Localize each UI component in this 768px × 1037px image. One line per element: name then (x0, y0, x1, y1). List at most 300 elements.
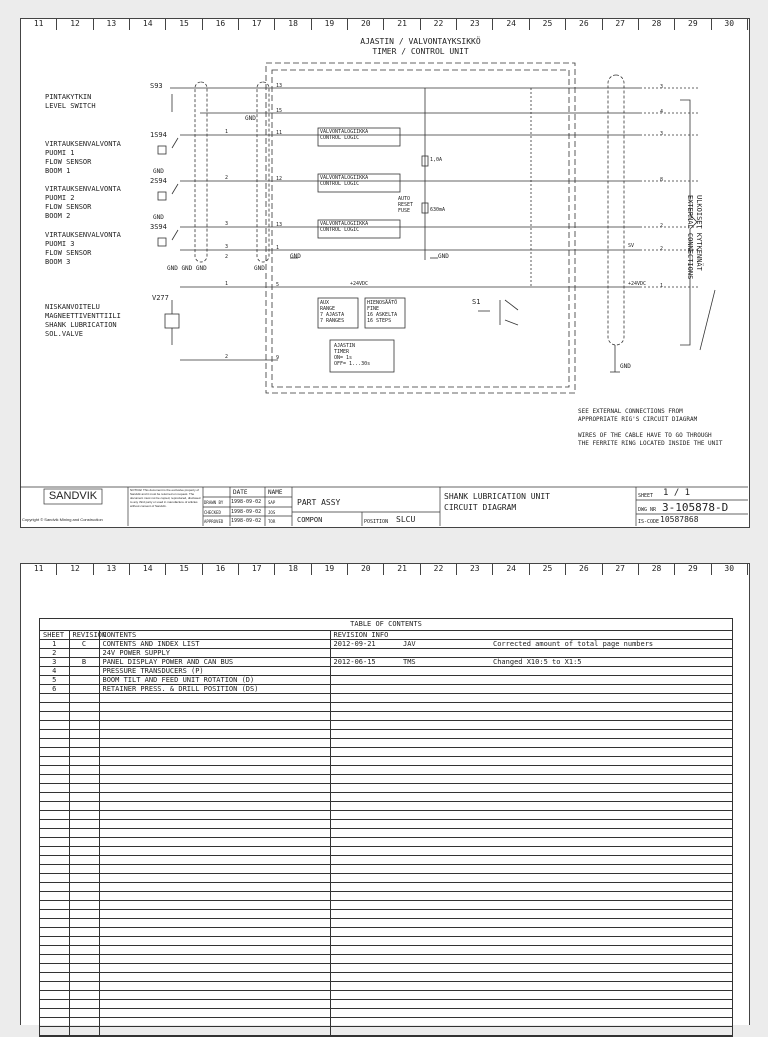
toc-cell (400, 685, 490, 694)
toc-cell (400, 1009, 490, 1018)
block-line: VALVONTALOGIIKKA (320, 129, 369, 135)
toc-row (40, 658, 732, 667)
toc-cell (330, 892, 400, 901)
label-line: LEVEL SWITCH (45, 102, 96, 110)
ruler-cell: 29 (675, 563, 711, 575)
toc-cell: CONTENTS AND INDEX LIST (99, 640, 330, 649)
ruler-cell: 17 (239, 18, 275, 30)
ruler-cell: 30 (712, 563, 748, 575)
block-line: VALVONTALOGIIKKA (320, 221, 369, 227)
legal-notice: NOTICE! This document is the exclusive property of Sandvik and it must be returned on request. The document must not be copied, reproduced, disclosed to any third party or used in manufacture of articles without consent of Sandvik. (130, 488, 201, 508)
toc-header: SHEET (40, 631, 69, 640)
toc-cell (69, 730, 99, 739)
toc-cell: 24V POWER SUPPLY (99, 649, 330, 658)
ruler-cell: 18 (275, 563, 311, 575)
row-label: CHECKED (204, 510, 221, 515)
toc-row-empty (40, 712, 732, 721)
toc-cell (69, 802, 99, 811)
toc-row-empty (40, 784, 732, 793)
toc-cell (330, 838, 400, 847)
toc-cell (400, 721, 490, 730)
toc-cell (330, 694, 400, 703)
toc-cell (40, 811, 69, 820)
toc-cell (490, 955, 732, 964)
toc-cell (40, 1027, 69, 1036)
toc-cell (99, 802, 330, 811)
toc-cell (40, 964, 69, 973)
toc-cell (40, 856, 69, 865)
external-fi: ULKOISET KYTKENNÄT (695, 195, 703, 271)
toc-cell (69, 829, 99, 838)
toc-cell (99, 865, 330, 874)
toc-cell (69, 892, 99, 901)
supply-label-right: +24VDC (628, 281, 647, 287)
toc-cell (490, 775, 732, 784)
toc-cell (330, 793, 400, 802)
note-line: THE FERRITE RING LOCATED INSIDE THE UNIT (578, 440, 723, 447)
toc-cell (400, 829, 490, 838)
ruler-cell: 19 (312, 18, 348, 30)
toc-cell (490, 811, 732, 820)
row-date: 1998-09-02 (231, 499, 262, 505)
label-line: FLOW SENSOR (45, 158, 92, 166)
toc-cell (400, 748, 490, 757)
toc-cell (400, 973, 490, 982)
toc-row-empty (40, 847, 732, 856)
toc-cell (99, 919, 330, 928)
toc-cell (490, 901, 732, 910)
ruler-cell: 15 (166, 18, 202, 30)
toc-row-empty (40, 721, 732, 730)
tag-v277: V277 (152, 294, 169, 302)
ruler-cell: 28 (639, 18, 675, 30)
toc-row-empty (40, 874, 732, 883)
toc-cell (400, 730, 490, 739)
toc-cell (400, 955, 490, 964)
toc-cell (40, 910, 69, 919)
toc-cell (40, 694, 69, 703)
ruler-cell: 15 (166, 563, 202, 575)
toc-cell (400, 982, 490, 991)
auto-fuse-value: 630mA (430, 207, 446, 213)
toc-cell (40, 820, 69, 829)
toc-cell (99, 1018, 330, 1027)
svg-text:GND: GND (620, 363, 631, 370)
toc-cell (330, 982, 400, 991)
toc-cell (40, 1009, 69, 1018)
is-code-label: IS-CODE (638, 519, 660, 525)
toc-row-empty (40, 919, 732, 928)
ruler-cell: 14 (130, 563, 166, 575)
toc-cell (40, 892, 69, 901)
table-of-contents (39, 618, 733, 1037)
toc-cell (330, 649, 400, 658)
toc-cell (99, 973, 330, 982)
ruler-cell: 14 (130, 18, 166, 30)
toc-cell (69, 721, 99, 730)
unit-title-en: TIMER / CONTROL UNIT (372, 47, 469, 56)
label-line: NISKANVOITELU (45, 303, 100, 311)
toc-cell (400, 1000, 490, 1009)
wire-number: 2 (660, 246, 664, 252)
toc-cell (490, 730, 732, 739)
toc-cell (330, 775, 400, 784)
row-name: JOS (268, 510, 276, 515)
sheet-label: SHEET (638, 493, 654, 499)
toc-cell (330, 1000, 400, 1009)
toc-cell (400, 649, 490, 658)
toc-cell (330, 784, 400, 793)
toc-cell (69, 694, 99, 703)
fuse-value: 1,0A (430, 157, 443, 163)
toc-cell (330, 748, 400, 757)
title-line: CIRCUIT DIAGRAM (444, 503, 517, 512)
toc-cell: JAV (400, 640, 490, 649)
toc-row-empty (40, 910, 732, 919)
toc-cell (490, 685, 732, 694)
toc-cell (330, 829, 400, 838)
toc-cell (99, 793, 330, 802)
toc-cell (400, 856, 490, 865)
is-code-value: 10587868 (660, 515, 699, 524)
toc-row-empty (40, 1018, 732, 1027)
ruler-cell: 18 (275, 18, 311, 30)
ruler-cell: 12 (57, 563, 93, 575)
label-line: PUOMI 3 (45, 240, 75, 248)
toc-cell (99, 775, 330, 784)
toc-cell: 2012-09-21 (330, 640, 400, 649)
toc-cell (40, 991, 69, 1000)
toc-cell (69, 739, 99, 748)
toc-cell (40, 802, 69, 811)
block-line: CONTROL LOGIC (320, 227, 360, 233)
toc-cell (99, 811, 330, 820)
toc-cell (400, 1018, 490, 1027)
toc-cell (400, 901, 490, 910)
toc-cell (330, 802, 400, 811)
compon-label: COMPON (297, 516, 323, 524)
toc-row-empty (40, 766, 732, 775)
label-line: BOOM 2 (45, 212, 71, 220)
label-line: BOOM 3 (45, 258, 71, 266)
toc-cell (330, 703, 400, 712)
toc-cell (330, 676, 400, 685)
toc-cell (330, 991, 400, 1000)
toc-cell: 1 (40, 640, 69, 649)
toc-cell: Corrected amount of total page numbers (490, 640, 732, 649)
toc-cell (330, 937, 400, 946)
svg-text:GND: GND (153, 214, 164, 221)
toc-cell (490, 865, 732, 874)
toc-row-empty (40, 901, 732, 910)
toc-cell (99, 991, 330, 1000)
toc-cell (330, 901, 400, 910)
terminal-number: 9 (276, 355, 280, 361)
toc-row-empty (40, 883, 732, 892)
toc-cell (69, 712, 99, 721)
toc-row-empty (40, 703, 732, 712)
toc-cell (69, 685, 99, 694)
row-date: 1998-09-02 (231, 518, 262, 524)
toc-row-empty (40, 1000, 732, 1009)
ruler-cell: 20 (348, 563, 384, 575)
wire-number: 8 (660, 177, 664, 183)
toc-cell (330, 766, 400, 775)
toc-cell (490, 703, 732, 712)
toc-cell (69, 955, 99, 964)
toc-cell (40, 901, 69, 910)
position-value: SLCU (396, 515, 416, 524)
toc-cell (99, 838, 330, 847)
toc-cell (69, 874, 99, 883)
toc-cell (99, 784, 330, 793)
block-line: FINE (367, 306, 380, 312)
ruler-cell: 26 (566, 18, 602, 30)
svg-text:GND: GND (153, 168, 164, 175)
toc-cell (69, 991, 99, 1000)
toc-header (490, 631, 732, 640)
toc-cell (40, 757, 69, 766)
toc-cell (400, 892, 490, 901)
toc-header (400, 631, 490, 640)
wire-number: 3 (660, 131, 664, 137)
toc-cell (490, 649, 732, 658)
unit-title-fi: AJASTIN / VALVONTAYKSIKKÖ (360, 37, 481, 46)
dwg-value: 3-105878-D (662, 501, 729, 514)
toc-cell (490, 973, 732, 982)
toc-cell (69, 784, 99, 793)
toc-row-empty (40, 820, 732, 829)
label-line: BOOM 1 (45, 167, 71, 175)
row-name: TOR (268, 519, 276, 524)
toc-cell: 5 (40, 676, 69, 685)
toc-cell (490, 784, 732, 793)
toc-cell (40, 793, 69, 802)
toc-cell (99, 1027, 330, 1036)
supply-label: +24VDC (350, 281, 369, 287)
toc-cell (69, 1009, 99, 1018)
toc-row-empty (40, 946, 732, 955)
toc-header: REVISION (69, 631, 99, 640)
drawing-title (444, 491, 550, 513)
toc-cell (490, 964, 732, 973)
toc-cell (330, 955, 400, 964)
toc-cell (490, 892, 732, 901)
ruler-cell: 27 (603, 18, 639, 30)
toc-row (40, 667, 732, 676)
part-assy: PART ASSY (297, 498, 341, 507)
toc-cell (99, 955, 330, 964)
toc-cell (400, 802, 490, 811)
wire-number: 2 (660, 223, 664, 229)
toc-cell (40, 928, 69, 937)
wire-number: 1 (225, 281, 229, 287)
block-line: ON= 1s (334, 355, 353, 361)
toc-row-empty (40, 856, 732, 865)
toc-cell: 3 (40, 658, 69, 667)
toc-cell (400, 838, 490, 847)
toc-row-empty (40, 937, 732, 946)
svg-text:GND GND GND: GND GND GND (167, 265, 207, 272)
ruler-cell: 25 (530, 18, 566, 30)
toc-cell (40, 919, 69, 928)
toc-row (40, 676, 732, 685)
toc-cell (99, 766, 330, 775)
ruler-cell: 22 (421, 18, 457, 30)
toc-row-empty (40, 757, 732, 766)
label-line: FLOW SENSOR (45, 249, 92, 257)
ruler-cell: 27 (603, 563, 639, 575)
toc-header: CONTENTS (99, 631, 330, 640)
wire-number: 2 (225, 175, 229, 181)
ruler-cell: 12 (57, 18, 93, 30)
toc-cell (99, 982, 330, 991)
toc-cell (69, 766, 99, 775)
toc-cell (69, 1027, 99, 1036)
toc-cell (400, 766, 490, 775)
toc-cell (40, 784, 69, 793)
ruler-cell: 11 (20, 563, 57, 575)
toc-cell (69, 883, 99, 892)
block-line: 16 ASKELTA (367, 312, 398, 318)
toc-cell (490, 1027, 732, 1036)
toc-cell (69, 919, 99, 928)
ruler-cell: 24 (493, 563, 529, 575)
toc-cell (400, 775, 490, 784)
label-line: FLOW SENSOR (45, 203, 92, 211)
terminal-number: 5 (276, 282, 280, 288)
copyright: Copyright © Sandvik Mining and Construction (22, 517, 103, 522)
toc-cell (69, 856, 99, 865)
toc-cell (69, 910, 99, 919)
toc-cell (40, 721, 69, 730)
toc-cell (400, 946, 490, 955)
ruler-cell: 11 (20, 18, 57, 30)
toc-cell (400, 676, 490, 685)
label-line: VIRTAUKSENVALVONTA (45, 185, 121, 193)
toc-row-empty (40, 928, 732, 937)
toc-cell: C (69, 640, 99, 649)
toc-cell (330, 973, 400, 982)
toc-cell (99, 964, 330, 973)
terminal-number: 12 (276, 176, 283, 182)
toc-cell (490, 667, 732, 676)
toc-cell (490, 1000, 732, 1009)
toc-cell (490, 1009, 732, 1018)
sandvik-logo: SANDVIK (48, 490, 98, 502)
toc-row-empty (40, 739, 732, 748)
toc-cell (400, 910, 490, 919)
toc-cell (40, 775, 69, 784)
label-line: SHANK LUBRICATION (45, 321, 117, 329)
toc-cell (400, 991, 490, 1000)
toc-row-empty (40, 955, 732, 964)
toc-row-empty (40, 982, 732, 991)
toc-cell (69, 901, 99, 910)
toc-cell (490, 829, 732, 838)
toc-cell (330, 874, 400, 883)
toc-cell (99, 883, 330, 892)
toc-cell (69, 964, 99, 973)
toc-cell (400, 793, 490, 802)
toc-cell (490, 820, 732, 829)
toc-cell (99, 910, 330, 919)
toc-cell (99, 730, 330, 739)
toc-cell (490, 766, 732, 775)
toc-cell (69, 667, 99, 676)
toc-cell (490, 793, 732, 802)
toc-cell (400, 811, 490, 820)
wire-number: 2 (225, 254, 229, 260)
block-line: 7 AJASTA (320, 312, 345, 318)
label-line: PINTAKYTKIN (45, 93, 92, 101)
toc-cell (40, 982, 69, 991)
toc-cell (40, 730, 69, 739)
toc-header-row (40, 631, 732, 640)
ruler-cell: 26 (566, 563, 602, 575)
toc-cell (69, 775, 99, 784)
tag-3s94: 3S94 (150, 223, 167, 231)
toc-row-empty (40, 811, 732, 820)
toc-cell (330, 1018, 400, 1027)
wire-number: 3 (660, 84, 664, 90)
ruler-cell: 21 (384, 18, 420, 30)
toc-cell (490, 910, 732, 919)
toc-cell (69, 1018, 99, 1027)
label-line: PUOMI 2 (45, 194, 75, 202)
toc-cell (400, 820, 490, 829)
ruler-cell: 24 (493, 18, 529, 30)
ruler-cell: 16 (203, 563, 239, 575)
toc-row-empty (40, 829, 732, 838)
toc-cell (400, 919, 490, 928)
toc-cell (490, 919, 732, 928)
label-line: MAGNEETTIVENTTIILI (45, 312, 121, 320)
ruler-cell: 23 (457, 18, 493, 30)
toc-cell (330, 928, 400, 937)
wire-number: 2 (225, 354, 229, 360)
toc-row-empty (40, 730, 732, 739)
ruler-cell: 30 (712, 18, 748, 30)
toc-cell (490, 847, 732, 856)
ruler-cell: 13 (94, 563, 130, 575)
toc-cell (330, 685, 400, 694)
block-line: OFF= 1...30s (334, 361, 371, 367)
toc-cell (400, 757, 490, 766)
wire-number: 3 (225, 244, 229, 250)
toc-cell (490, 991, 732, 1000)
terminal-number: 13 (276, 83, 283, 89)
fuse-line: RESET (398, 202, 414, 208)
toc-cell (490, 712, 732, 721)
toc-cell (99, 901, 330, 910)
toc-cell (40, 748, 69, 757)
toc-cell (99, 856, 330, 865)
toc-cell (490, 856, 732, 865)
toc-cell (69, 793, 99, 802)
column-ruler (20, 563, 748, 575)
toc-cell: PRESSURE TRANSDUCERS (P) (99, 667, 330, 676)
ruler-cell: 25 (530, 563, 566, 575)
block-line: TIMER (334, 349, 350, 355)
toc-cell (490, 928, 732, 937)
toc-cell (99, 928, 330, 937)
toc-cell: B (69, 658, 99, 667)
toc-cell: 4 (40, 667, 69, 676)
toc-cell: 2 (40, 649, 69, 658)
toc-cell (40, 955, 69, 964)
block-line: AUX (320, 300, 330, 306)
